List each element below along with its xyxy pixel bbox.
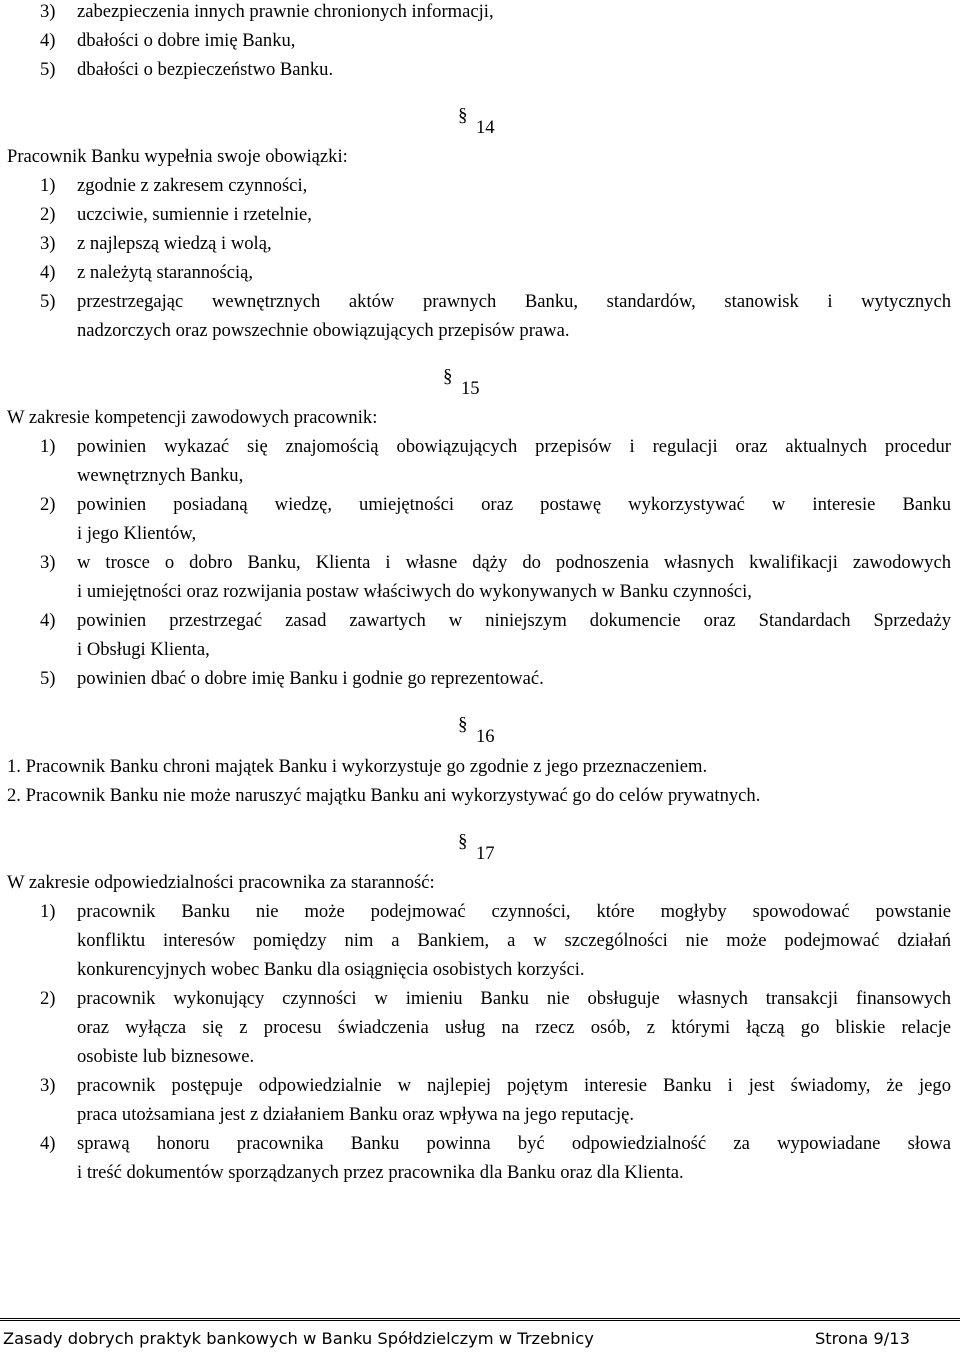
list-item-text: przestrzegając wewnętrznych aktów prawnych Banku, standardów, stanowisk i wytycznych (77, 291, 951, 312)
list-number: 4) (40, 30, 56, 51)
list-number: 4) (40, 1133, 56, 1154)
list-item-text: w trosce o dobro Banku, Klienta i własne dąży do podnoszenia własnych kwalifikacji zawodowych (77, 552, 951, 573)
list-number: 4) (40, 610, 56, 631)
list-item-text: praca utożsamiana jest z działaniem Banku oraz wpływa na jego reputację. (77, 1104, 635, 1125)
list-number: 5) (40, 59, 56, 80)
list-item-text: powinien przestrzegać zasad zawartych w niniejszym dokumencie oraz Standardach Sprzedaży (77, 610, 951, 631)
list-item-text: wewnętrznych Banku, (77, 465, 244, 486)
list-item-text: osobiste lub biznesowe. (77, 1046, 255, 1067)
list-item-text: dbałości o bezpieczeństwo Banku. (77, 59, 334, 80)
paragraph-text: Pracownik Banku nie może naruszyć majątku Banku ani wykorzystywać go do celów prywatnych. (25, 785, 761, 806)
list-item-text: powinien wykazać się znajomością obowiązujących przepisów i regulacji oraz aktualnych procedur (77, 436, 951, 457)
page-number: Strona 9/13 (814, 1329, 910, 1348)
footer-divider (0, 1318, 960, 1321)
list-number: 1) (40, 901, 56, 922)
list-number: 5) (40, 668, 56, 689)
footer-title: Zasady dobrych praktyk bankowych w Banku Spółdzielczym w Trzebnicy (3, 1329, 594, 1348)
section-lead: W zakresie odpowiedzialności pracownika za staranność: (7, 872, 435, 893)
list-item-text: konkurencyjnych wobec Banku dla osiągnięcia osobistych korzyści. (77, 959, 585, 980)
list-item-text: pracownik postępuje odpowiedzialnie w najlepiej pojętym interesie Banku i jest świadomy, że jego (77, 1075, 951, 1096)
list-item-text: nadzorczych oraz powszechnie obowiązujących przepisów prawa. (77, 320, 570, 341)
section-number: 16 (476, 726, 495, 747)
list-item-text: pracownik wykonujący czynności w imieniu Banku nie obsługuje własnych transakcji finansowych (77, 988, 951, 1009)
section-heading-17 (458, 831, 495, 865)
list-number: 1) (40, 436, 56, 457)
paragraph-number: 2. (7, 785, 21, 806)
section-symbol: § (458, 105, 468, 126)
numbered-paragraph (7, 756, 707, 778)
section-heading-14 (458, 105, 495, 139)
list-item-text: sprawą honoru pracownika Banku powinna być odpowiedzialność za wypowiadane słowa (77, 1133, 951, 1154)
section-heading-15 (443, 366, 480, 400)
section-heading-16 (458, 714, 495, 748)
list-number: 4) (40, 262, 56, 283)
section-lead: W zakresie kompetencji zawodowych pracownik: (7, 407, 378, 428)
list-item-text: uczciwie, sumiennie i rzetelnie, (77, 204, 312, 225)
section-symbol: § (443, 366, 453, 387)
paragraph-number: 1. (7, 756, 21, 777)
list-item-text: dbałości o dobre imię Banku, (77, 30, 296, 51)
paragraph-text: Pracownik Banku chroni majątek Banku i wykorzystuje go zgodnie z jego przeznaczeniem. (25, 756, 708, 777)
list-number: 1) (40, 175, 56, 196)
list-number: 2) (40, 494, 56, 515)
section-number: 17 (476, 843, 495, 864)
section-number: 14 (476, 117, 495, 138)
list-number: 3) (40, 552, 56, 573)
section-number: 15 (461, 378, 480, 399)
list-item-text: powinien dbać o dobre imię Banku i godnie go reprezentować. (77, 668, 544, 689)
list-item-text: konfliktu interesów pomiędzy nim a Bankiem, a w szczególności nie może podejmować działań (77, 930, 951, 951)
list-item-text: zabezpieczenia innych prawnie chronionych informacji, (77, 1, 494, 22)
list-item-text: z najlepszą wiedzą i wolą, (77, 233, 272, 254)
list-number: 3) (40, 233, 56, 254)
list-item-text: i jego Klientów, (77, 523, 197, 544)
section-symbol: § (458, 831, 468, 852)
list-item-text: pracownik Banku nie może podejmować czynności, które mogłyby spowodować powstanie (77, 901, 951, 922)
list-item-text: oraz wyłącza się z procesu świadczenia usług na rzecz osób, z którymi łączą go bliskie relacje (77, 1017, 951, 1038)
list-item-text: powinien posiadaną wiedzę, umiejętności oraz postawę wykorzystywać w interesie Banku (77, 494, 951, 515)
list-number: 2) (40, 988, 56, 1009)
numbered-paragraph (7, 785, 760, 807)
list-item-text: i treść dokumentów sporządzanych przez pracownika dla Banku oraz dla Klienta. (77, 1162, 684, 1183)
list-number: 3) (40, 1, 56, 22)
list-number: 5) (40, 291, 56, 312)
section-symbol: § (458, 714, 468, 735)
list-number: 3) (40, 1075, 56, 1096)
list-item-text: i umiejętności oraz rozwijania postaw właściwych do wykonywanych w Banku czynności, (77, 581, 752, 602)
list-item-text: i Obsługi Klienta, (77, 639, 210, 660)
section-lead: Pracownik Banku wypełnia swoje obowiązki: (7, 146, 348, 167)
list-item-text: zgodnie z zakresem czynności, (77, 175, 308, 196)
list-number: 2) (40, 204, 56, 225)
list-item-text: z należytą starannością, (77, 262, 254, 283)
